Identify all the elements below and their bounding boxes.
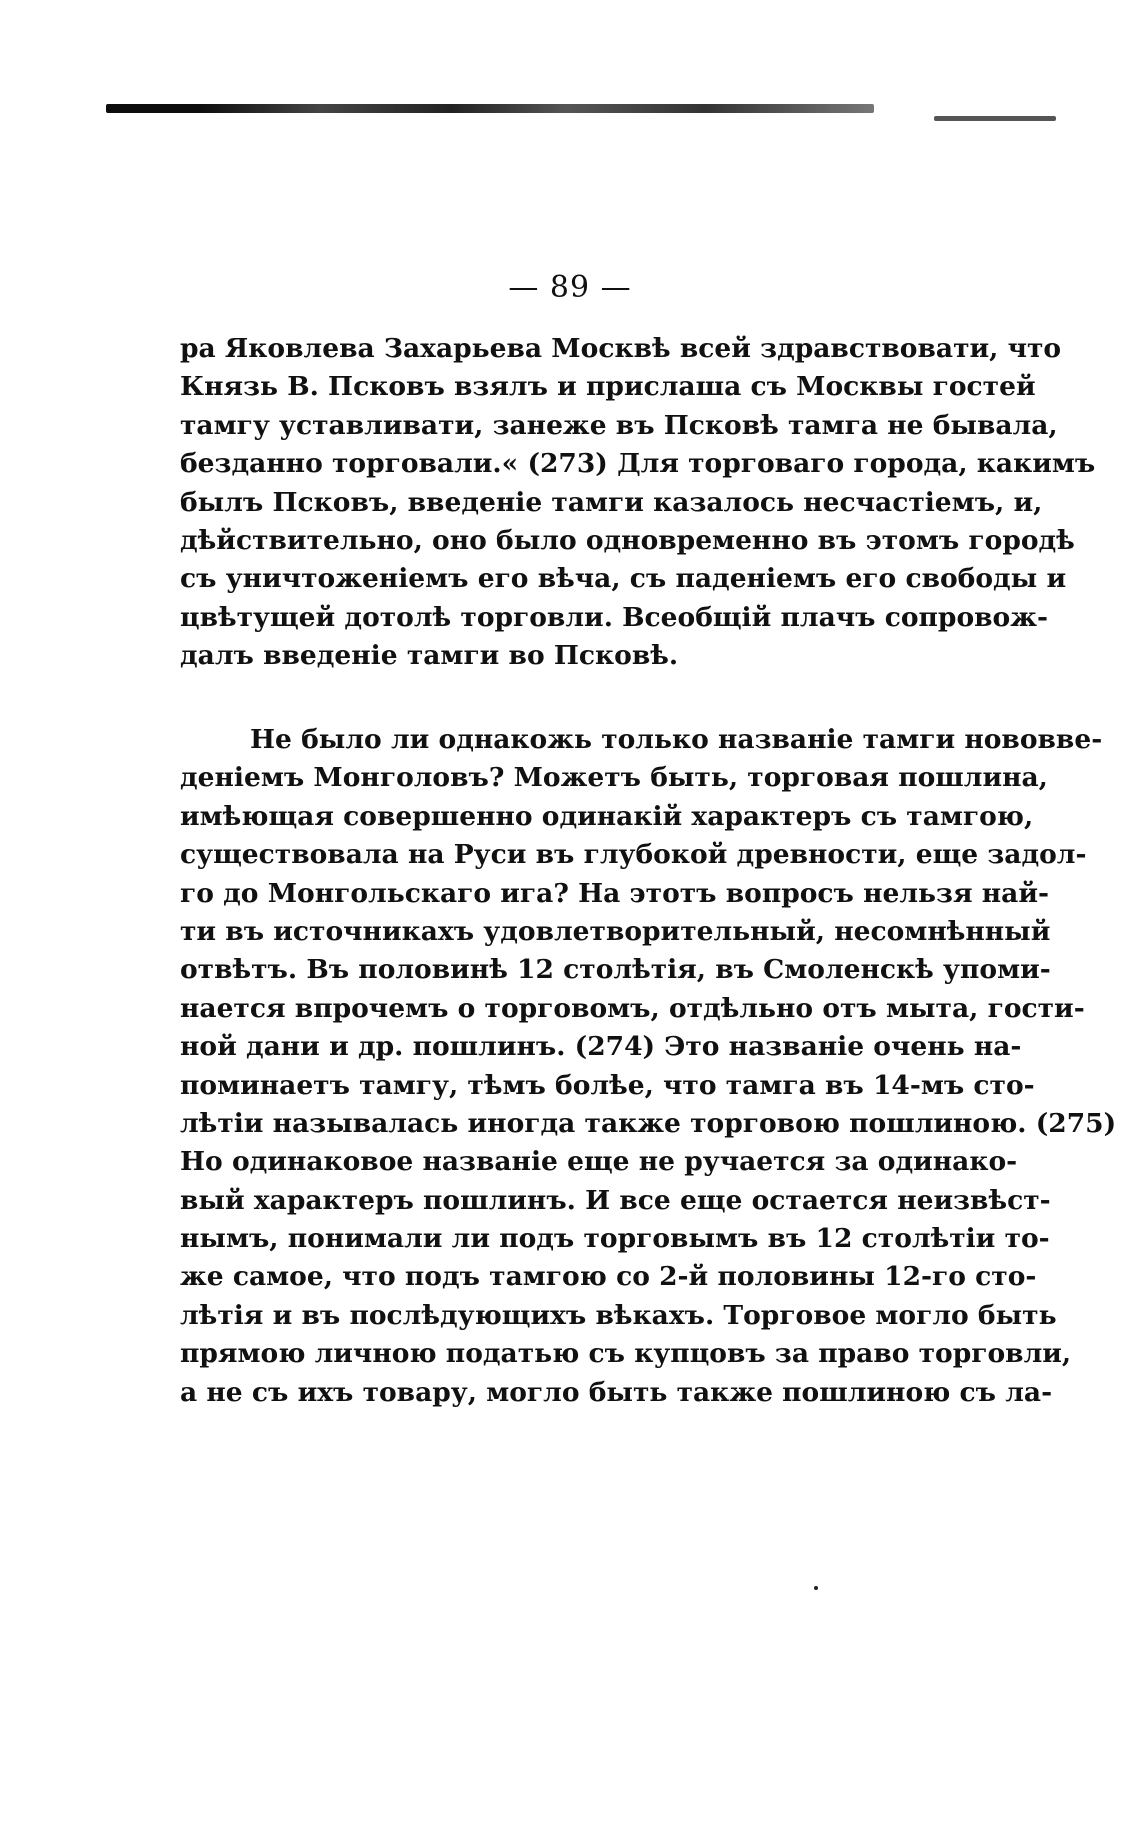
text-line: существовала на Руси въ глубокой древности, еще задол-: [180, 839, 1087, 871]
text-line: лѣтія и въ послѣдующихъ вѣкахъ. Торговое могло быть: [180, 1299, 1057, 1331]
text-line: тамгу уставливати, занеже въ Псковѣ тамга не бывала,: [180, 409, 1058, 441]
text-line: деніемъ Монголовъ? Можетъ быть, торговая пошлина,: [180, 762, 1048, 794]
page-number: — 89 —: [508, 270, 632, 305]
text-line: нымъ, понимали ли подъ торговымъ въ 12 столѣтіи то-: [180, 1223, 1050, 1255]
text-line: съ уничтоженіемъ его вѣча, съ паденіемъ его свободы и: [180, 563, 1067, 595]
text-line: дѣйствительно, оно было одновременно въ этомъ городѣ: [180, 524, 1075, 556]
text-line: Не было ли однакожь только названіе тамги нововве-: [250, 724, 1103, 755]
text-line: далъ введеніе тамги во Псковѣ.: [180, 640, 679, 672]
text-line: ти въ источникахъ удовлетворительный, несомнѣнный: [180, 915, 1051, 947]
text-line: былъ Псковъ, введеніе тамги казалось несчастіемъ, и,: [180, 486, 1043, 518]
top-rule-left: [106, 104, 874, 113]
ink-speck: [814, 1586, 818, 1590]
text-line: отвѣтъ. Въ половинѣ 12 столѣтія, въ Смоленскѣ упоми-: [180, 954, 1051, 986]
text-line: а не съ ихъ товару, могло быть также пошлиною съ ла-: [180, 1376, 1053, 1408]
paragraph-1: [180, 330, 1096, 676]
text-line: Князь В. Псковъ взялъ и прислаша съ Москвы гостей: [180, 371, 1036, 403]
text-line: прямою личною податью съ купцовъ за право торговли,: [180, 1338, 1072, 1370]
text-line: ра Яковлева Захарьева Москвѣ всей здравствовати, что: [180, 333, 1062, 364]
text-line: цвѣтущей дотолѣ торговли. Всеобщій плачъ сопровож-: [180, 601, 1048, 633]
text-line: поминаетъ тамгу, тѣмъ болѣе, что тамга въ 14-мъ сто-: [180, 1069, 1035, 1101]
text-line: имѣющая совершенно одинакій характеръ съ тамгою,: [180, 800, 1034, 832]
text-line: ной дани и др. пошлинъ. (274) Это названіе очень на-: [180, 1031, 1022, 1063]
text-line: же самое, что подъ тамгою со 2-й половины 12-го сто-: [180, 1261, 1037, 1293]
paragraph-2: [180, 721, 1117, 1412]
text-line: Но одинаковое названіе еще не ручается за одинако-: [180, 1146, 1018, 1178]
text-line: го до Монгольскаго ига? На этотъ вопросъ нельзя най-: [180, 877, 1049, 909]
text-line: безданно торговали.« (273) Для торговаго города, какимъ: [180, 448, 1096, 480]
text-line: нается впрочемъ о торговомъ, отдѣльно отъ мыта, гости-: [180, 992, 1085, 1024]
text-line: лѣтіи называлась иногда также торговою пошлиною. (275): [180, 1107, 1117, 1139]
text-line: вый характеръ пошлинъ. И все еще остается неизвѣст-: [180, 1184, 1051, 1216]
top-rule-right: [934, 116, 1056, 121]
